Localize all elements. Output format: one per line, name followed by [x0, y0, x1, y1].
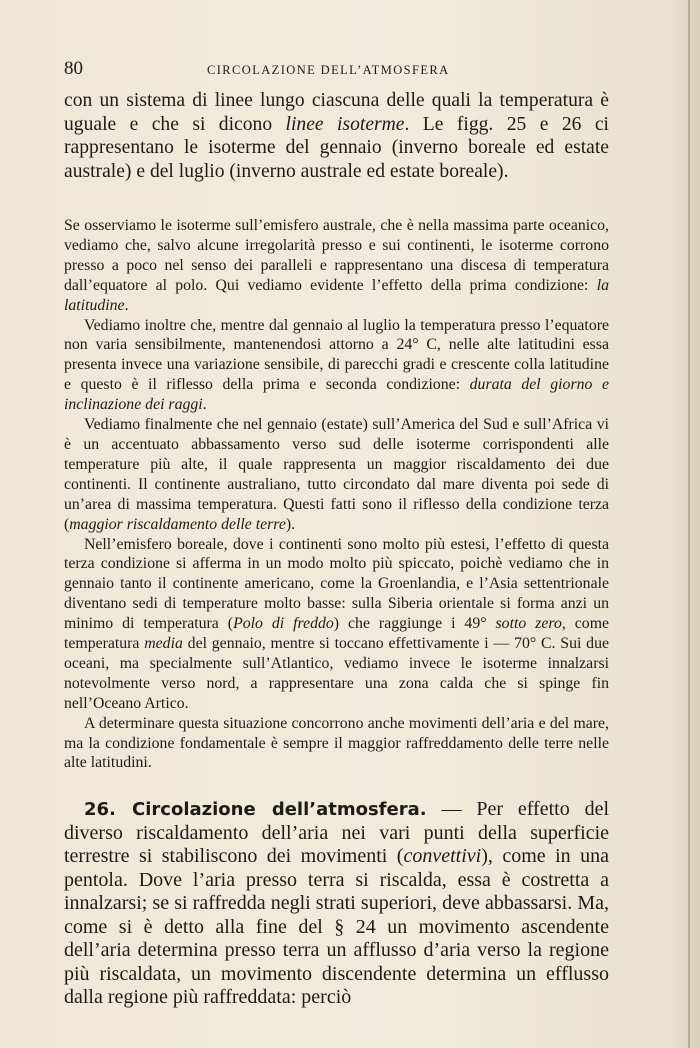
emphasis: linee isoterme — [285, 113, 405, 135]
text-run: — Per effetto del diverso riscaldamento dell’aria nei vari punti della superficie terrestre si stabiliscono dei movimenti ( — [64, 798, 609, 867]
text-run: Se osserviamo le isoterme sull’emisfero australe, che è nella massima parte oceanico, vediamo che, salvo alcune irregolarità presso e sui continenti, le isoterme corrono presso a poco nel senso dei paralleli e rappresentano una discesa di temperatura dall’equatore al polo. Qui vediamo evidente l’effetto della prima condizione: — [64, 217, 609, 294]
paragraph-boreal — [64, 535, 609, 714]
text-run: , come temperatura — [64, 615, 609, 653]
text-run: del gennaio, mentre si toccano effettivamente i — 70° C. Sui due oceani, ma specialmente sull’Atlantico, vediamo invece le isoterme innalzarsi notevolmente verso nord, a rappresentare una zona calda che si spinge fin nell’Oceano Artico. — [64, 635, 609, 712]
text-run: ), come in una pentola. Dove l’aria presso terra si riscalda, essa è costretta a innalzarsi; se si raffredda negli strati superiori, deve abbassarsi. Ma, come si è detto alla fine del § 24 un movimento ascendente dell’aria determina presso terra un afflusso d’aria verso la regione più riscaldata, un movimento discendente determina un efflusso dalla regione più raffreddata: perciò — [64, 845, 609, 1008]
page-header — [64, 58, 609, 82]
page-number: 80 — [64, 58, 83, 79]
text-run: Nell’emisfero boreale, dove i continenti sono molto più estesi, l’effetto di questa terza condizione si afferma in un modo molto più spiccato, poichè vediamo che in gennaio tanto il continente americano, come la Groenlandia, e l’Asia settentrionale diventano sedi di temperature molto basse: sulla Siberia orientale si forma anzi un minimo di temperatura ( — [64, 535, 609, 633]
paragraph-continents — [64, 415, 609, 534]
small-print-section — [64, 216, 609, 773]
text-run: con un sistema di linee lungo ciascuna delle quali la temperatura è uguale e che si dicono — [64, 90, 609, 135]
section-paragraph — [64, 798, 609, 1010]
section-26 — [64, 798, 609, 1010]
text-run: ). — [285, 515, 296, 533]
emphasis: durata del giorno e inclinazione dei raggi — [64, 376, 609, 414]
paragraph-seasonal — [64, 316, 609, 416]
page-edge — [688, 0, 690, 1048]
text-run: ) che raggiunge i 49° — [333, 615, 496, 633]
emphasis: sotto zero — [495, 615, 562, 633]
text-run: Vediamo finalmente che nel gennaio (estate) sull’America del Sud e sull’Africa vi è un accentuato abbassamento verso sud delle isoterme corrispondenti alle temperature più alte, il quale rappresenta un maggior riscaldamento dei due continenti. Il continente australiano, tutto circondato dal mare diventa poi sede di un’area di massima temperatura. Questi fatti sono il riflesso della condizione terza ( — [64, 416, 609, 533]
intro-paragraph — [64, 89, 609, 183]
text-run: A determinare questa situazione concorrono anche movimenti dell’aria e del mare, ma la condizione fondamentale è sempre il maggior raffreddamento delle terre nelle alte latitudini. — [64, 714, 609, 772]
emphasis: media — [144, 635, 183, 653]
running-title: CIRCOLAZIONE DELL’ATMOSFERA — [207, 63, 450, 77]
paragraph-austral — [64, 216, 609, 316]
text-run: . Le figg. 25 e 26 ci rappresentano le isoterme del gennaio (inverno boreale ed estate australe) e del luglio (inverno australe ed estate boreale). — [64, 113, 609, 182]
emphasis: Polo di freddo — [233, 615, 334, 633]
text-run: Vediamo inoltre che, mentre dal gennaio al luglio la temperatura presso l’equatore non varia sensibilmente, mantenendosi attorno a 24° C, nelle alte latitudini essa presenta invece una variazione sensibile, di parecchi gradi e crescente colla latitudine e questo è il riflesso della prima e seconda condizione: — [64, 316, 609, 394]
text-run: . — [202, 396, 207, 414]
emphasis: convettivi — [403, 845, 482, 867]
section-heading: 26. Circolazione dell’atmosfera. — [84, 799, 427, 820]
emphasis: maggior riscaldamento delle terre — [69, 515, 286, 533]
emphasis: la latitudine — [64, 276, 609, 314]
text-run: . — [124, 296, 129, 314]
paragraph-conclusion — [64, 714, 609, 774]
